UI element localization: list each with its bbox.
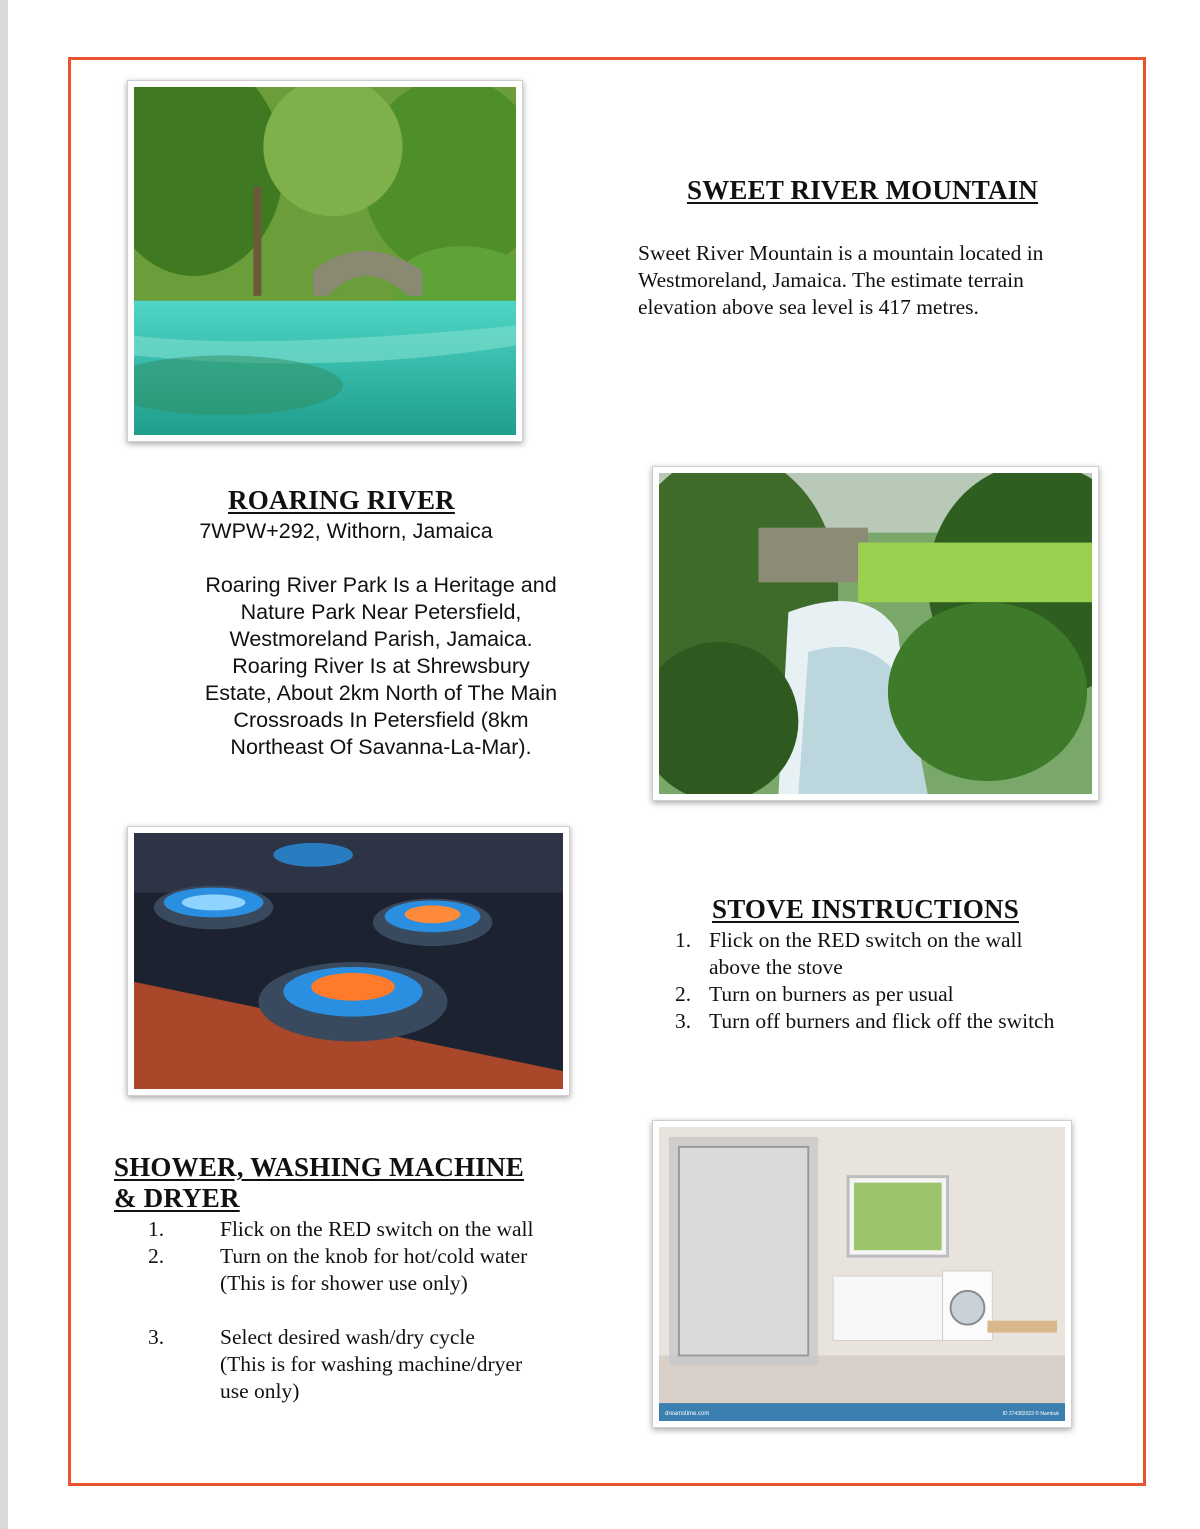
stove-item-line: Flick on the RED switch on the wall	[709, 928, 1023, 952]
stove-item-line: Turn on burners as per usual	[709, 982, 954, 1006]
shower-item-line: use only)	[220, 1379, 300, 1403]
stove-item-text	[709, 981, 954, 1008]
shower-title-line: SHOWER, WASHING MACHINE	[114, 1152, 524, 1182]
stove-item-number: 3.	[675, 1009, 692, 1033]
sweet-river-body-line: elevation above sea level is 417 metres.	[638, 295, 979, 319]
shower-item-line: (This is for washing machine/dryer	[220, 1352, 523, 1376]
shower-item-line: (This is for shower use only)	[220, 1271, 468, 1295]
roaring-river-body-line: Nature Park Near Petersfield,	[240, 600, 522, 624]
stove-item-line: above the stove	[709, 955, 843, 979]
roaring-river-address: 7WPW+292, Withorn, Jamaica	[199, 519, 493, 543]
shower-item-number: 3.	[148, 1325, 165, 1349]
stove-title: STOVE INSTRUCTIONS	[712, 894, 1019, 924]
stove-item-text	[709, 927, 1023, 981]
watermark-right: ID 274382023 © Nambuk	[1002, 1411, 1059, 1417]
sweet-river-body-line: Westmoreland, Jamaica. The estimate terrain	[638, 268, 1024, 292]
stove-item-line: Turn off burners and flick off the switch	[709, 1009, 1055, 1033]
stove-item-number: 1.	[675, 928, 692, 952]
shower-item-line: Turn on the knob for hot/cold water	[220, 1244, 528, 1268]
shower-item-line: Select desired wash/dry cycle	[220, 1325, 475, 1349]
roaring-river-body-line: Roaring River Is at Shrewsbury	[232, 654, 530, 678]
roaring-river-body-line: Roaring River Park Is a Heritage and	[205, 573, 557, 597]
shower-item-number: 2.	[148, 1244, 165, 1268]
roaring-river-body-line: Crossroads In Petersfield (8km	[233, 708, 529, 732]
sweet-river-body	[638, 240, 1043, 321]
bathroom-laundry-photo	[652, 1120, 1072, 1428]
roaring-river-title: ROARING RIVER	[228, 485, 455, 515]
waterfall-photo	[652, 466, 1099, 801]
shower-item-text	[220, 1243, 527, 1297]
shower-title	[114, 1152, 524, 1214]
sweet-river-body-line: Sweet River Mountain is a mountain located in	[638, 241, 1044, 265]
watermark-left: dreamstime.com	[665, 1411, 710, 1417]
shower-item-text	[220, 1216, 534, 1243]
gas-stove-photo	[127, 826, 570, 1096]
roaring-river-body-line: Northeast Of Savanna-La-Mar).	[230, 735, 532, 759]
river-bridge-photo	[127, 80, 523, 442]
roaring-river-body-line: Estate, About 2km North of The Main	[204, 681, 558, 705]
shower-item-text	[220, 1324, 522, 1405]
shower-item-line: Flick on the RED switch on the wall	[220, 1217, 534, 1241]
roaring-river-body-line: Westmoreland Parish, Jamaica.	[229, 627, 533, 651]
roaring-river-body	[176, 572, 586, 761]
stove-item-text	[709, 1008, 1054, 1035]
sweet-river-title: SWEET RIVER MOUNTAIN	[687, 175, 1039, 205]
shower-title-line: & DRYER	[114, 1183, 240, 1213]
page-edge	[0, 0, 8, 1529]
stove-item-number: 2.	[675, 982, 692, 1006]
shower-item-number: 1.	[148, 1217, 165, 1241]
